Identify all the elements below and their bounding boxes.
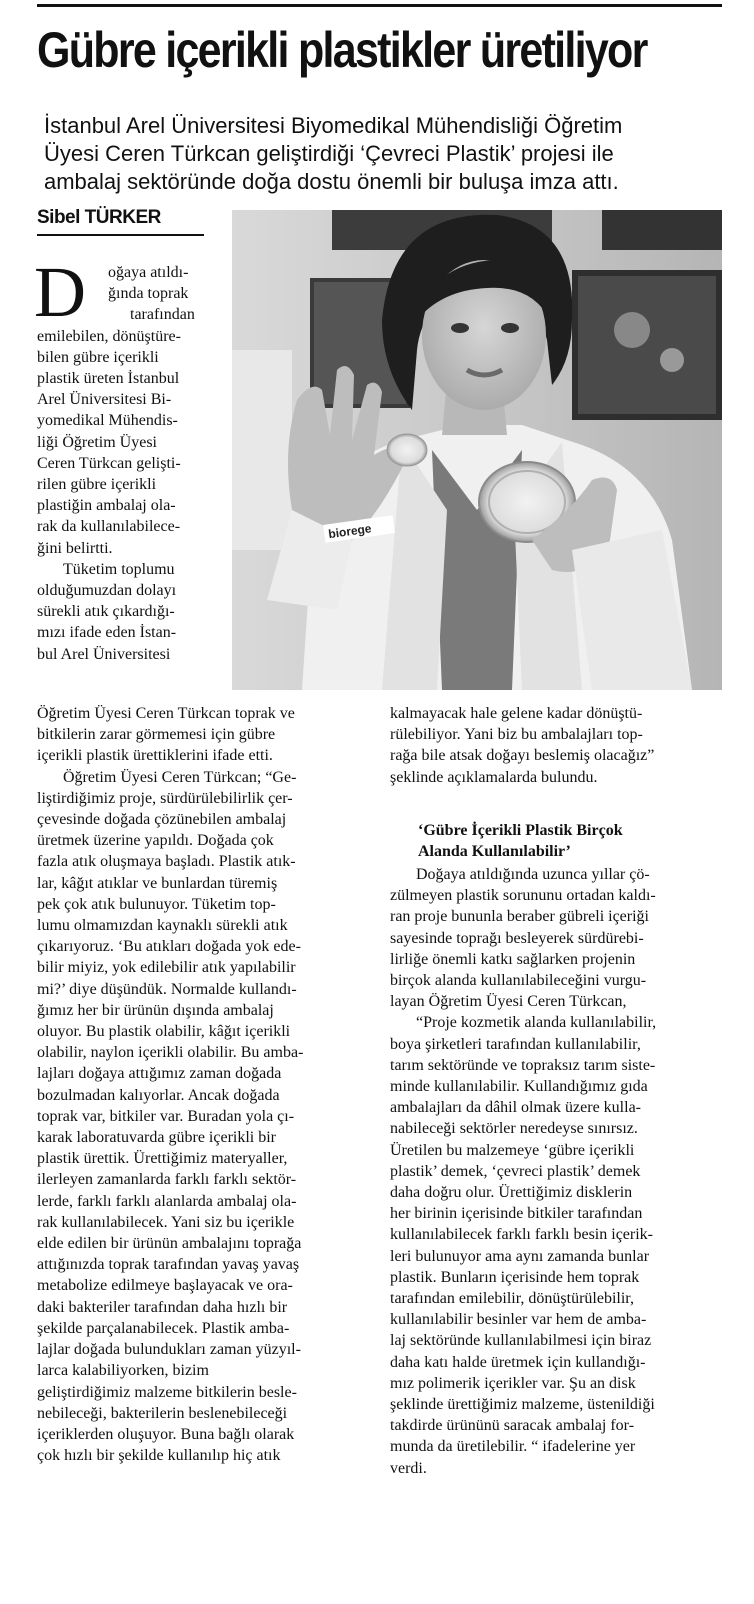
text-line: tarım sektöründe ve topraksız tarım siste- [390, 1056, 656, 1074]
text-line: rağa bile atsak doğayı beslemiş olacağız” [390, 747, 655, 765]
subheading [418, 820, 623, 862]
text-line: tarafından emilebilir, dönüştürülebilir, [390, 1290, 634, 1308]
text-line: şeklinde açıklamalarda bulundu. [390, 768, 598, 786]
text-line: ilerleyen zamanlarda farklı farklı sektör- [37, 1171, 297, 1189]
text-line: oğaya atıldı- [108, 264, 189, 281]
text-line: verdi. [390, 1459, 427, 1477]
text-line: Öğretim Üyesi Ceren Türkcan toprak ve [37, 705, 295, 722]
text-line: bilen gübre içerikli [37, 348, 159, 366]
text-line: bozulmadan kalıyorlar. Ancak doğada [37, 1086, 280, 1104]
text-line: lirliğe önemli katkı sağlarken projenin [390, 950, 636, 968]
text-line: nebileceği, bakterilerin beslenebileceği [37, 1404, 288, 1422]
text-line: Ceren Türkcan gelişti- [37, 454, 181, 472]
text-line: oluyor. Bu plastik olabilir, kâğıt içerikli [37, 1023, 291, 1041]
text-line: mi?’ diye düşündük. Normalde kullandı- [37, 980, 297, 998]
subheading-line: ‘Gübre İçerikli Plastik Birçok [418, 822, 623, 839]
text-line: kullanılabilecek farklı farklı besin içerik- [390, 1226, 653, 1244]
text-line: “Proje kozmetik alanda kullanılabilir, [416, 1014, 657, 1032]
text-line: Tüketim toplumu [63, 560, 175, 578]
text-line: plastik ürettik. Ürettiğimiz materyaller, [37, 1150, 288, 1168]
text-line: bitkilerin zarar görmemesi için gübre [37, 726, 276, 744]
text-line: lar, kâğıt atıklar ve bunlardan türemiş [37, 874, 278, 892]
byline: Sibel TÜRKER [37, 206, 204, 236]
text-line: rilen gübre içerikli [37, 476, 157, 494]
text-line: ran proje bununla beraber gübreli içeriği [390, 908, 649, 926]
text-line: rak da kullanılabilece- [37, 518, 181, 536]
article-photo [232, 210, 722, 690]
text-line: lajları doğaya attığımız zaman doğada [37, 1065, 282, 1083]
text-line: yomedikal Mühendis- [37, 412, 178, 430]
text-line: ğında toprak [108, 285, 189, 303]
text-line: mızı ifade eden İstan- [37, 624, 177, 642]
text-line: tarafından [130, 306, 195, 324]
text-line: liştirdiğimiz proje, sürdürülebilirlik çer- [37, 789, 293, 807]
text-line: plastik. Bunların içerisinde hem toprak [390, 1268, 640, 1286]
text-line: bilir miyiz, yok edilebilir atık yapılabilir [37, 959, 296, 977]
text-line: daha doğru olur. Ürettiğimiz disklerin [390, 1184, 633, 1202]
text-line: ambalajları da dâhil olmak üzere kulla- [390, 1099, 641, 1117]
text-line: plastik’ demek, ‘çevreci plastik’ demek [390, 1162, 641, 1180]
text-line: lumu olmamızdan kaynaklı sürekli atık [37, 917, 288, 935]
text-line: daha katı halde üretmek için kullandığı- [390, 1353, 646, 1371]
text-line: emilebilen, dönüştüre- [37, 327, 181, 345]
text-line: içeriklerden oluşuyor. Buna bağlı olarak [37, 1425, 295, 1443]
text-line: minde kullanılabilir. Kullandığımız gıda [390, 1078, 648, 1096]
text-line: çıkarıyoruz. ‘Bu atıkları doğada yok ede- [37, 938, 301, 956]
column-2-top [390, 703, 654, 788]
text-line: metabolize edilmeye başlayacak ve ora- [37, 1277, 293, 1295]
text-line: şekilde parçalanabilecek. Plastik amba- [37, 1319, 290, 1337]
text-line: şeklinde ürettiğimiz malzeme, üstenildiği [390, 1396, 655, 1414]
text-line: ğini belirtti. [37, 539, 113, 557]
deck-line: ambalaj sektöründe doğa dostu önemli bir buluşa imza attı. [44, 169, 619, 194]
text-line: Arel Üniversitesi Bi- [37, 391, 172, 409]
text-line: takdirde ürününü saracak ambalaj for- [390, 1417, 635, 1435]
text-line: içerikli plastik ürettiklerini ifade etti. [37, 747, 273, 765]
text-line: fazla atık oluşmaya başladı. Plastik atık- [37, 853, 296, 871]
text-line: karak laboratuvarda gübre içerikli bir [37, 1129, 276, 1147]
text-line: çok hızlı bir şekilde kullanılıp hiç atık [37, 1447, 281, 1465]
text-line: olduğumuzdan dolayı [37, 582, 177, 600]
text-line: laj sektöründe kullanılabilmesi için biraz [390, 1332, 652, 1350]
text-line: attığınızda toprak tarafından yavaş yavaş [37, 1256, 300, 1274]
column-1-top [37, 262, 195, 665]
deck [44, 112, 729, 196]
text-line: kalmayacak hale gelene kadar dönüştü- [390, 705, 643, 722]
text-line: boya şirketleri tarafından kullanılabilir, [390, 1035, 641, 1053]
text-line: leri bulunuyor ama aynı zamanda bunlar [390, 1247, 650, 1265]
researcher-photo-illustration [232, 210, 722, 690]
text-line: rülebiliyor. Yani biz bu ambalajları top- [390, 726, 643, 744]
text-line: sayesinde toprağı besleyerek sürdürebi- [390, 929, 644, 947]
text-line: liği Öğretim Üyesi [37, 433, 157, 451]
headline: Gübre içerikli plastikler üretiliyor [37, 22, 647, 78]
column-2-bottom [390, 864, 656, 1479]
coat-logo: biorege [327, 521, 373, 542]
text-line: Üretilen bu malzemeye ‘gübre içerikli [390, 1141, 635, 1159]
text-line: bul Arel Üniversitesi [37, 645, 171, 663]
text-line: lerde, farklı farklı alanlarda ambalaj ola- [37, 1192, 297, 1210]
text-line: sürekli atık çıkardığı- [37, 603, 175, 621]
text-line: birçok alanda kullanılabileceğini vurgu- [390, 972, 647, 990]
text-line: larca kalabiliyorken, bizim [37, 1362, 209, 1380]
text-line: mız polimerik içerikler var. Şu an disk [390, 1374, 636, 1392]
text-line: daki bakteriler tarafından daha hızlı bir [37, 1298, 288, 1316]
top-rule [37, 4, 722, 7]
text-line: layan Öğretim Üyesi Ceren Türkcan, [390, 993, 627, 1011]
text-line: olabilir, naylon içerikli olabilir. Bu amba- [37, 1044, 304, 1062]
text-line: Öğretim Üyesi Ceren Türkcan; “Ge- [63, 768, 297, 786]
text-line: çevesinde doğada çözünebilen ambalaj [37, 811, 287, 829]
text-line: nabileceği sektörler neredeyse sınırsız. [390, 1120, 638, 1138]
text-line: toprak var, bitkiler var. Buradan yola çı- [37, 1107, 295, 1125]
text-line: ğımız her bir ürünün dışında ambalaj [37, 1001, 274, 1019]
text-line: zülmeyen plastik sorununu ortadan kaldı- [390, 887, 656, 905]
text-line: munda da üretilebilir. “ ifadelerine yer [390, 1438, 636, 1456]
text-line: her birinin içerisinde bitkiler tarafından [390, 1205, 643, 1223]
text-line: Doğaya atıldığında uzunca yıllar çö- [416, 866, 650, 883]
text-line: pek çok atık bulunuyor. Tüketim top- [37, 895, 276, 913]
text-line: üretmek üzerine yapıldı. Doğada çok [37, 832, 274, 850]
text-line: lajlar doğada bulundukları zaman yüzyıl- [37, 1341, 301, 1359]
text-line: kullanılabilir besinler var hem de amba- [390, 1311, 647, 1329]
deck-line: İstanbul Arel Üniversitesi Biyomedikal Mühendisliği Öğretim [44, 113, 623, 138]
column-1-bottom [37, 703, 303, 1466]
text-line: plastiğin ambalaj ola- [37, 497, 176, 515]
text-line: elde edilen bir ürünün ambalajını toprağa [37, 1235, 302, 1253]
text-line: rak kullanılabilecek. Yani siz bu içerikle [37, 1213, 295, 1231]
text-line: geliştirdiğimiz malzeme bitkilerin besle- [37, 1383, 297, 1401]
subheading-line: Alanda Kullanılabilir’ [418, 843, 571, 860]
text-line: plastik üreten İstanbul [37, 370, 180, 388]
drop-cap: D [34, 252, 86, 332]
deck-line: Üyesi Ceren Türkcan geliştirdiği ‘Çevreci Plastik’ projesi ile [44, 141, 614, 166]
